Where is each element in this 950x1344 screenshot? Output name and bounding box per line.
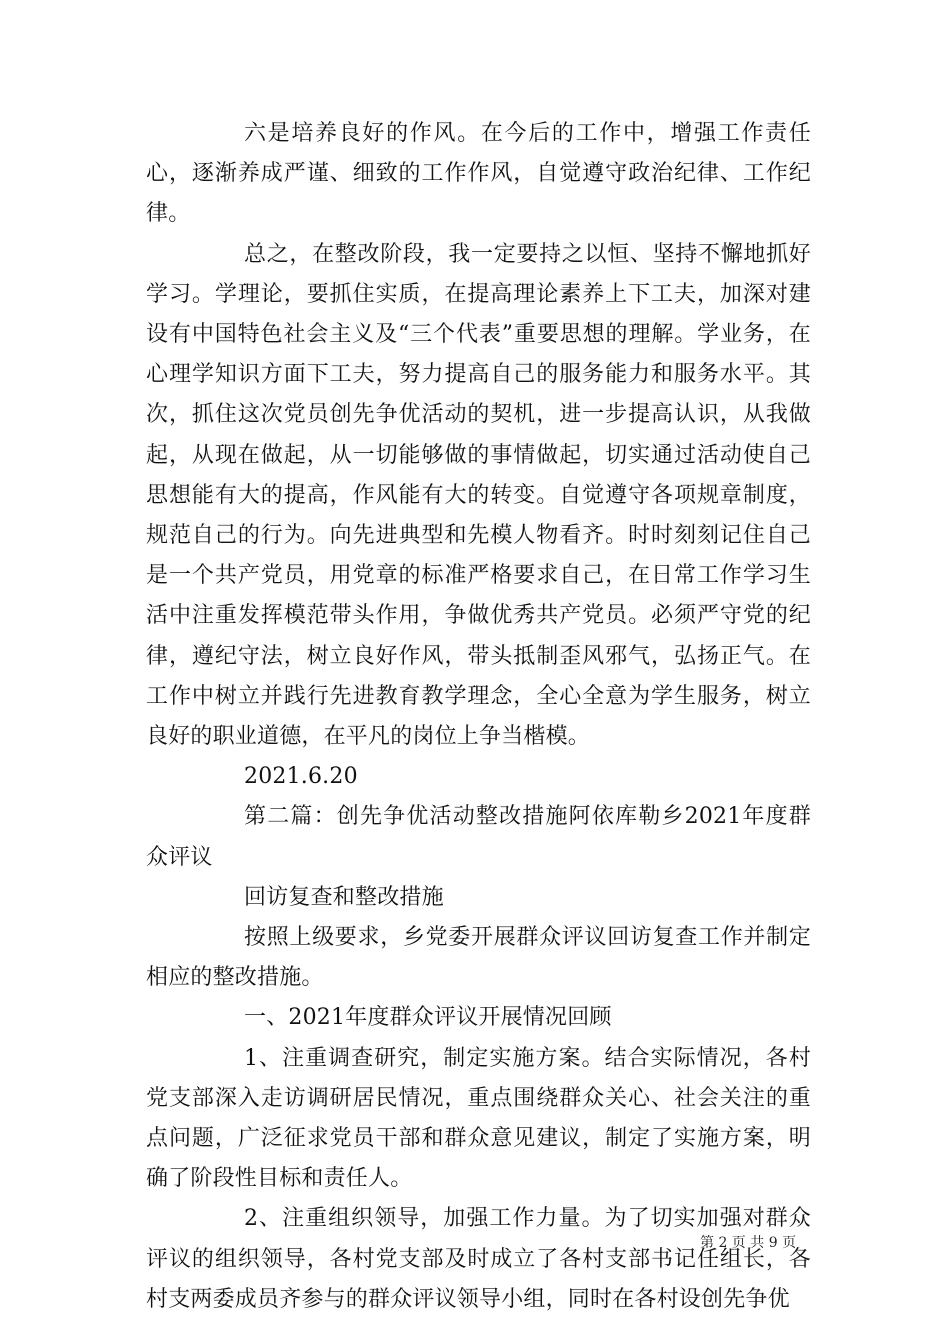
paragraph-item-1: 1、注重调查研究，制定实施方案。结合实际情况，各村党支部深入走访调研居民情况，重点围绕群众关心、社会关注的重点问题，广泛征求党员干部和群众意见建议，制定了实施方案，明确了阶段性目标和责任人。 [146, 1045, 811, 1192]
page-number-footer: 第 2 页 共 9 页 [700, 1235, 797, 1251]
paragraph-item-2: 2、注重组织领导，加强工作力量。为了切实加强对群众评议的组织领导，各村党支部及时成立了各村支部书记任组长，各村支两委成员齐参与的群众评议领导小组，同时在各村设创先争优 [146, 1206, 811, 1312]
document-body [146, 114, 811, 1320]
section-heading-review: 一、2021年度群众评议开展情况回顾 [244, 1005, 612, 1031]
paragraph-summary: 总之，在整改阶段，我一定要持之以恒、坚持不懈地抓好学习。学理论，要抓住实质，在提高理论素养上下工夫，加深对建设有中国特色社会主义及“三个代表”重要思想的理解。学业务，在心理学知识方面下工夫，努力提高自己的服务能力和服务水平。其次，抓住这次党员创先争优活动的契机，进一步提高认识，从我做起，从现在做起，从一切能够做的事情做起，切实通过活动使自己思想能有大的提高，作风能有大的转变。自觉遵守各项规章制度，规范自己的行为。向先进典型和先模人物看齐。时时刻刻记住自己是一个共产党员，用党章的标准严格要求自己，在日常工作学习生活中注重发挥模范带头作用，争做优秀共产党员。必须严守党的纪律，遵纪守法，树立良好作风，带头抵制歪风邪气，弘扬正气。在工作中树立并践行先进教育教学理念，全心全意为学生服务，树立良好的职业道德，在平凡的岗位上争当楷模。 [146, 241, 811, 750]
paragraph-work-style: 六是培养良好的作风。在今后的工作中，增强工作责任心，逐渐养成严谨、细致的工作作风，自觉遵守政治纪律、工作纪律。 [146, 121, 811, 227]
paragraph-intro: 按照上级要求，乡党委开展群众评议回访复查工作并制定相应的整改措施。 [146, 925, 811, 991]
paragraph-date: 2021.6.20 [244, 764, 358, 790]
paragraph-second-article-title: 第二篇：创先争优活动整改措施阿依库勒乡2021年度群众评议 [146, 804, 811, 870]
paragraph-subtitle: 回访复查和整改措施 [244, 884, 444, 910]
